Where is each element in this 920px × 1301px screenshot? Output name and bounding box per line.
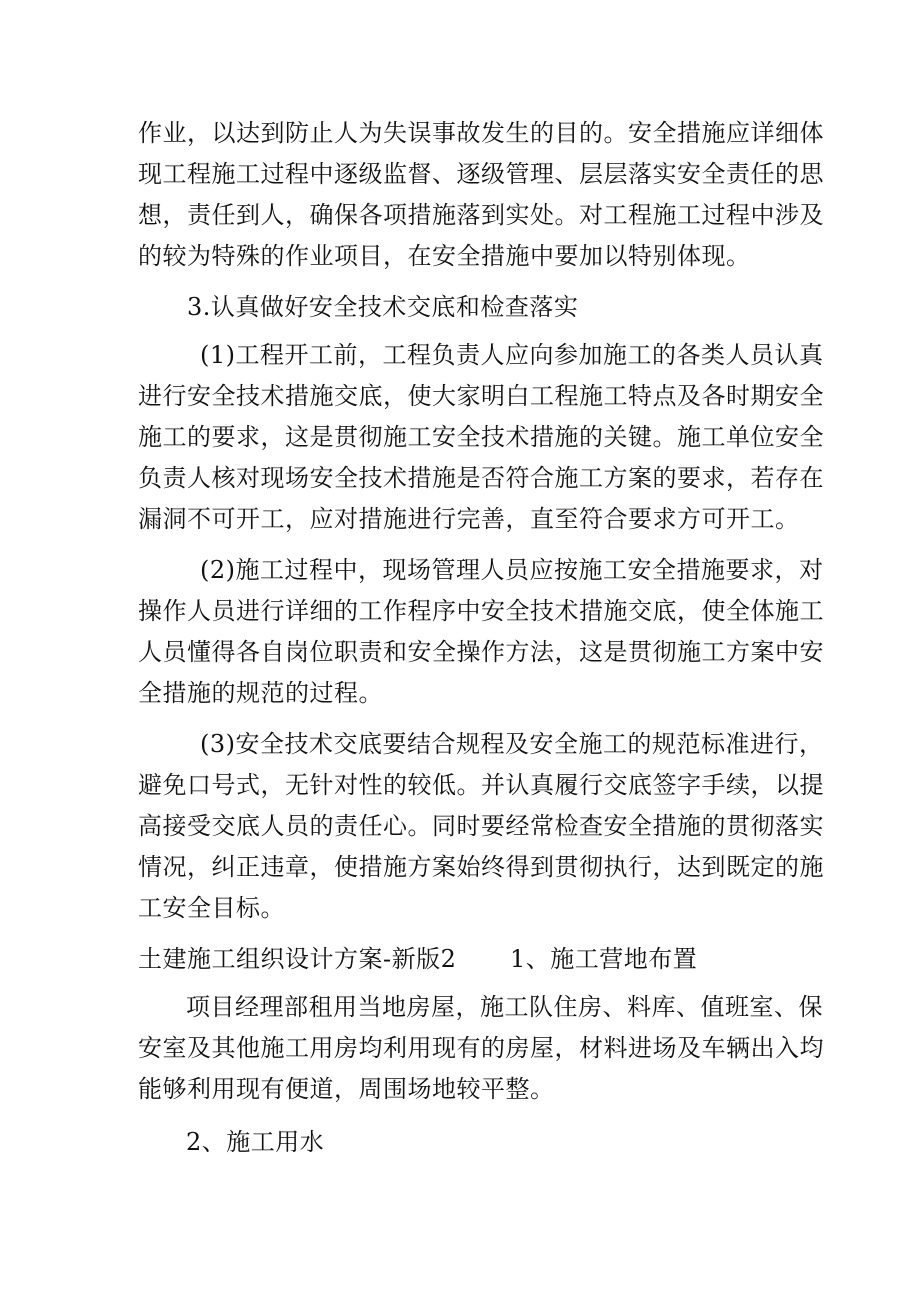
text-line: 施工的要求，这是贯彻施工安全技术措施的关键。施工单位安全 bbox=[138, 423, 824, 451]
text-line: (1)工程开工前，工程负责人应向参加施工的各类人员认真 bbox=[200, 341, 824, 369]
text-line: 漏洞不可开工，应对措施进行完善，直至符合要求方可开工。 bbox=[138, 505, 800, 533]
text-line: 想，责任到人，确保各项措施落到实处。对工程施工过程中涉及 bbox=[138, 201, 824, 229]
text-line: (3)安全技术交底要结合规程及安全施工的规范标准进行， bbox=[200, 730, 824, 758]
text-line: 负责人核对现场安全技术措施是否符合施工方案的要求，若存在 bbox=[138, 464, 824, 492]
text-line: 能够利用现有便道，周围场地较平整。 bbox=[138, 1075, 555, 1103]
text-line: (2)施工过程中，现场管理人员应按施工安全措施要求，对 bbox=[200, 556, 824, 584]
text-line: 作业，以达到防止人为失误事故发生的目的。安全措施应详细体 bbox=[138, 119, 824, 147]
text-line: 避免口号式，无针对性的较低。并认真履行交底签字手续，以提 bbox=[138, 771, 824, 799]
section-heading: 1、施工营地布置 bbox=[510, 945, 698, 973]
section-heading: 3.认真做好安全技术交底和检查落实 bbox=[187, 293, 579, 321]
section-heading: 2、施工用水 bbox=[186, 1128, 325, 1156]
text-line: 进行安全技术措施交底，使大家明白工程施工特点及各时期安全 bbox=[138, 382, 824, 410]
text-line: 高接受交底人员的责任心。同时要经常检查安全措施的贯彻落实 bbox=[138, 812, 824, 840]
text-line: 现工程施工过程中逐级监督、逐级管理、层层落实安全责任的思 bbox=[138, 160, 824, 188]
text-line: 情况，纠正违章，使措施方案始终得到贯彻执行，达到既定的施 bbox=[138, 853, 824, 881]
text-line: 人员懂得各自岗位职责和安全操作方法，这是贯彻施工方案中安 bbox=[138, 638, 824, 666]
text-line: 操作人员进行详细的工作程序中安全技术措施交底，使全体施工 bbox=[138, 597, 824, 625]
text-line: 项目经理部租用当地房屋，施工队住房、料库、值班室、保 bbox=[186, 993, 823, 1021]
text-line: 全措施的规范的过程。 bbox=[138, 679, 383, 707]
document-title: 土建施工组织设计方案-新版2 bbox=[138, 945, 457, 973]
text-line: 的较为特殊的作业项目，在安全措施中要加以特别体现。 bbox=[138, 242, 751, 270]
text-line: 安室及其他施工用房均利用现有的房屋，材料进场及车辆出入均 bbox=[138, 1034, 824, 1062]
text-line: 工安全目标。 bbox=[138, 894, 285, 922]
